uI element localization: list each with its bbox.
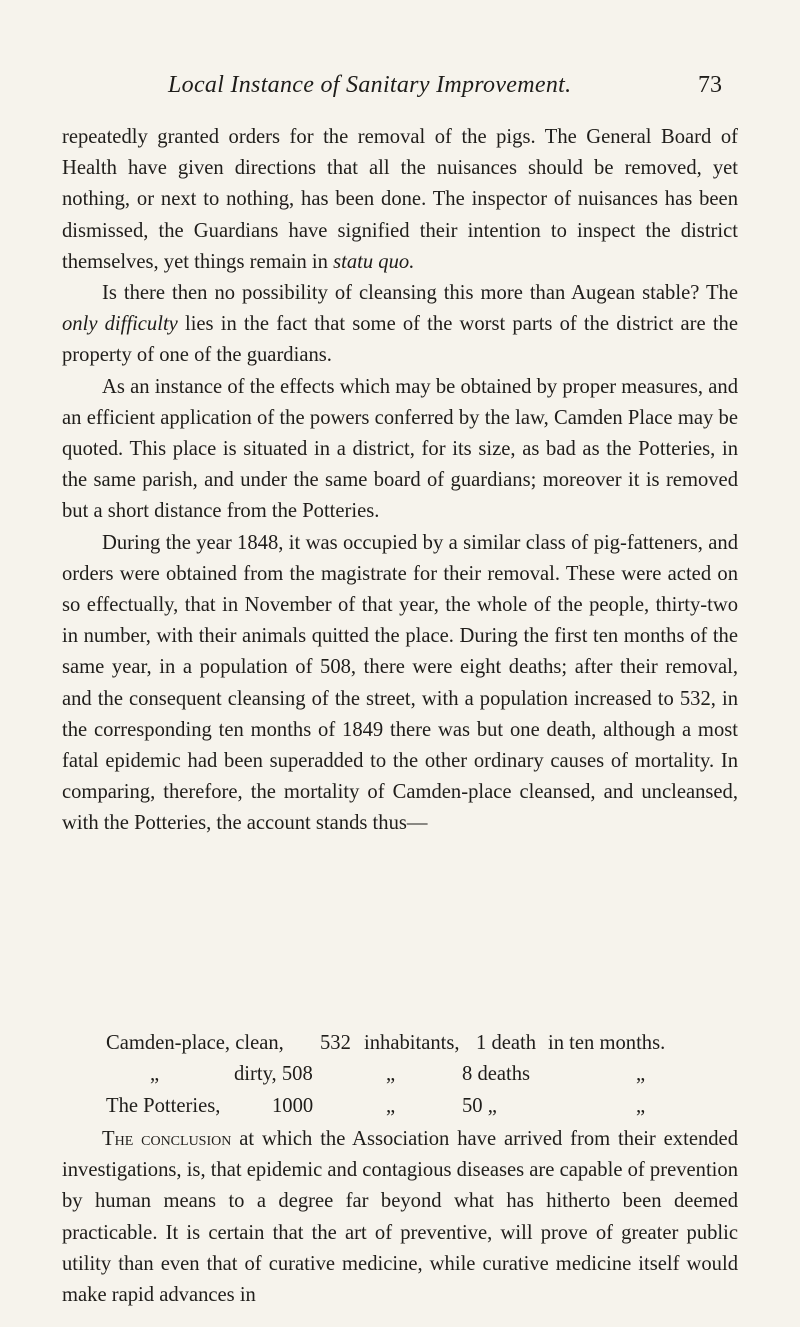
table-cell-place: The Potteries, xyxy=(106,1094,221,1117)
table-cell-count: dirty, 508 xyxy=(234,1063,313,1086)
page-number: 73 xyxy=(698,72,722,98)
paragraph-2-text-b: lies in the fact that some of the worst parts of the district are the property of one of the guardians. xyxy=(62,313,738,367)
paragraph-1-italic: statu quo. xyxy=(333,250,415,273)
paragraph-2-text-a: Is there then no possibility of cleansing this more than Augean stable? The xyxy=(102,282,738,305)
page-header xyxy=(0,72,800,112)
table-cell-count: 1000 xyxy=(272,1094,314,1117)
table-row xyxy=(106,1028,706,1059)
running-title: Local Instance of Sanitary Improvement. xyxy=(168,72,572,98)
paragraph-4: During the year 1848, it was occupied by a similar class of pig-fatteners, and orders were obtained from the magistrate for their removal. These were acted on so effectually, that in November of that year, the whole of the people, thirty-two in number, with their animals quitted the place. During the first ten months of the same year, in a population of 508, there were eight deaths; after their removal, and the consequent cleansing of the street, with a population increased to 532, in the corresponding ten months of 1849 there was but one death, although a most fatal epidemic had been superadded to the other ordinary causes of mortality. In comparing, therefore, the mortality of Camden-place cleansed, and uncleansed, with the Potteries, the account stands thus— xyxy=(62,531,738,835)
table-cell-count: 532 xyxy=(320,1032,351,1054)
paragraph-3: As an instance of the effects which may be obtained by proper measures, and an efficient application of the powers conferred by the law, Camden Place may be quoted. This place is situated in a district, for its size, as bad as the Potteries, in the same parish, and under the same board of guardians; moreover it is removed but a short distance from the Potteries. xyxy=(62,375,738,523)
body-text-conclusion xyxy=(62,1124,738,1311)
paragraph-5-smallcaps: The conclusion xyxy=(102,1128,232,1150)
table-cell-unit: „ xyxy=(386,1063,396,1086)
table-row xyxy=(106,1059,706,1090)
table-cell-place: „ xyxy=(150,1063,160,1086)
paragraph-2-italic: only difficulty xyxy=(62,313,178,336)
body-text xyxy=(62,122,738,840)
paragraph-5 xyxy=(62,1124,738,1311)
paragraph-1 xyxy=(62,122,738,278)
table-row xyxy=(106,1091,706,1122)
table-cell-place: Camden-place, clean, xyxy=(106,1032,284,1054)
mortality-table xyxy=(106,1028,706,1122)
paragraph-1-text: repeatedly granted orders for the removal of the pigs. The General Board of Health have given directions that all the nuisances should be removed, yet nothing, or next to nothing, has been done. The inspector of nuisances has been dismissed, the Guardians have signified their intention to inspect the district themselves, yet things remain in xyxy=(62,126,738,273)
table-cell-period: in ten months. xyxy=(548,1032,666,1054)
table-cell-unit: inhabitants, xyxy=(364,1032,460,1054)
table-cell-deaths: 50 „ xyxy=(462,1094,497,1117)
table-cell-deaths: 1 death xyxy=(476,1032,537,1054)
paragraph-5-text: at which the Association have arrived from their extended investigations, is, that epidemic and contagious diseases are capable of prevention by human means to a degree far beyond what has hitherto been deemed practicable. It is certain that the art of preventive, will prove of greater public utility than even that of curative medicine, while curative medicine itself would make rapid advances in xyxy=(62,1128,738,1307)
paragraph-2 xyxy=(62,278,738,372)
table-cell-period: „ xyxy=(636,1063,646,1086)
table-cell-unit: „ xyxy=(386,1094,396,1117)
table-cell-period: „ xyxy=(636,1094,646,1117)
table-cell-deaths: 8 deaths xyxy=(462,1063,531,1086)
